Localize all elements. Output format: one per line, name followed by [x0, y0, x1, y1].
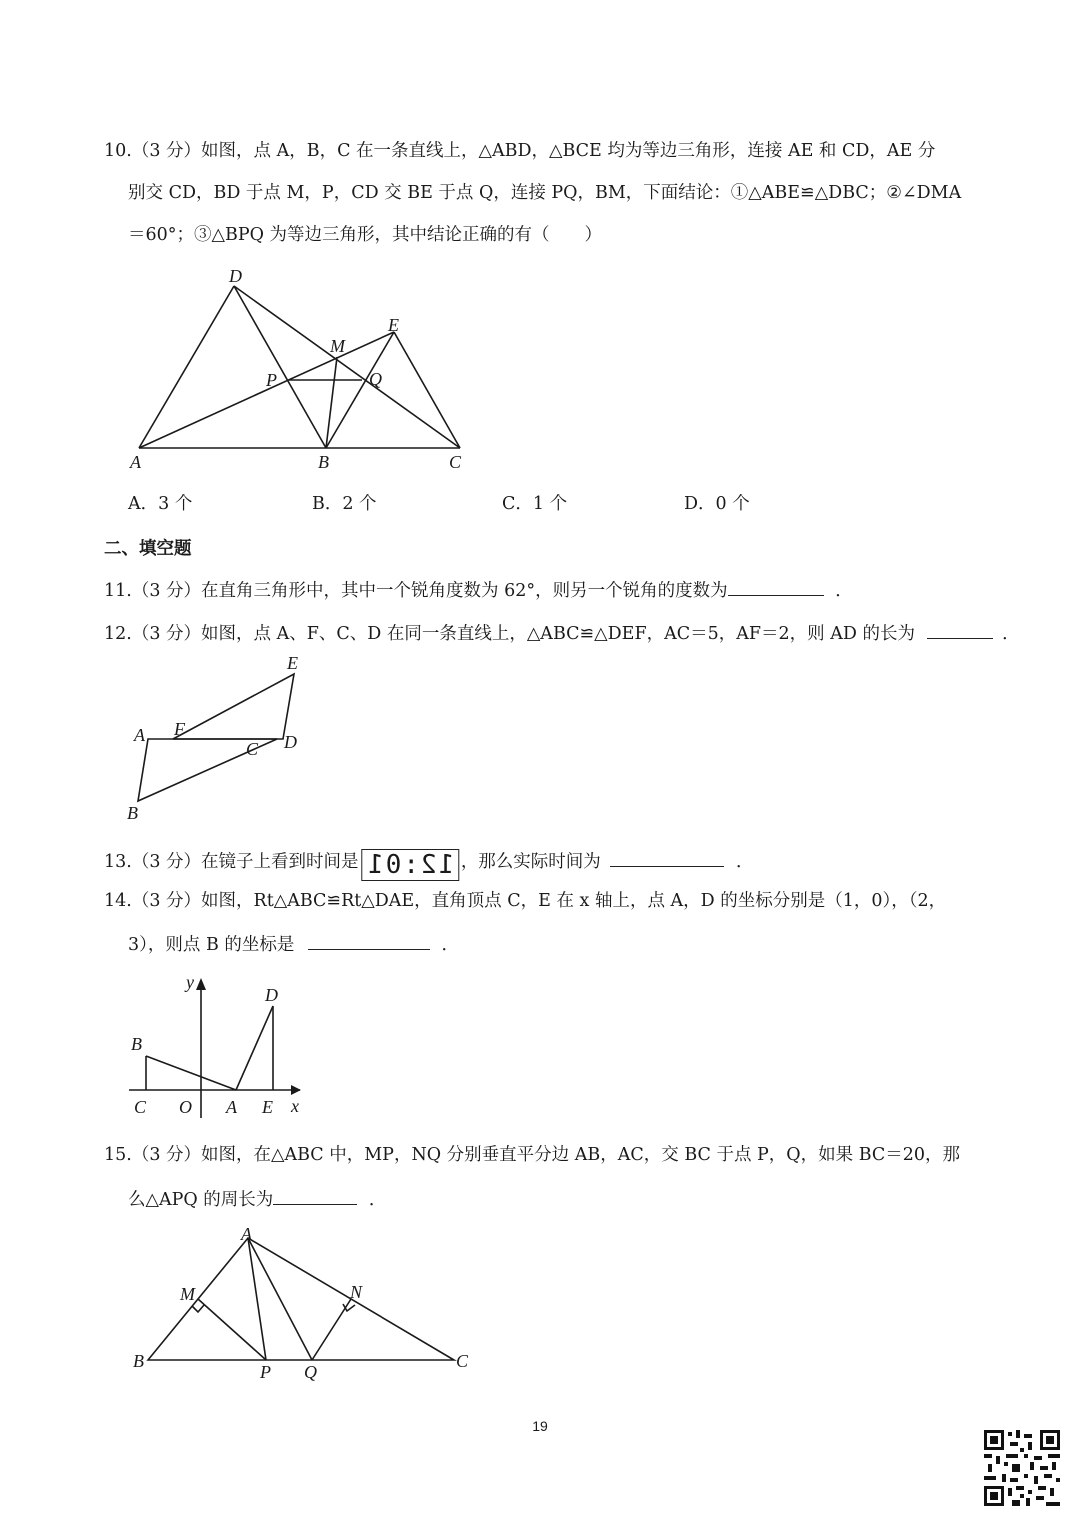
q15-end: ． — [368, 1190, 387, 1210]
q12-line — [104, 620, 1020, 646]
q12-label-E: E — [287, 653, 298, 673]
q15-label-P: P — [260, 1362, 271, 1382]
q14-label-B: B — [131, 1034, 142, 1054]
q13-line — [104, 848, 753, 881]
q10-line2: 别交 CD，BD 于点 M，P，CD 交 BE 于点 Q，连接 PQ，BM，下面结论：①△ABE≌△DBC；②∠DMA — [128, 183, 962, 203]
q10-label-C: C — [449, 452, 462, 472]
q15-figure — [125, 1218, 475, 1388]
q12-label-C: C — [246, 739, 259, 759]
q10-option-d: D．0 个 — [684, 494, 750, 514]
q11-answer-blank — [728, 577, 824, 596]
y-axis-arrow-icon — [196, 978, 206, 990]
q12-text: 12.（3 分）如图，点 A、F、C、D 在同一条直线上，△ABC≌△DEF，AC＝5，AF＝2，则 AD 的长为 — [104, 624, 915, 644]
q12-end: ． — [1002, 624, 1020, 644]
q14-label-O: O — [179, 1097, 192, 1117]
q14-line1: 14.（3 分）如图，Rt△ABC≌Rt△DAE，直角顶点 C，E 在 x 轴上，点 A，D 的坐标分别是（1，0），（2， — [104, 891, 947, 911]
x-axis-arrow-icon — [291, 1085, 301, 1095]
q14-label-D: D — [265, 985, 278, 1005]
q13-post: ，那么实际时间为 — [460, 852, 601, 872]
q10-option-b: B．2 个 — [312, 494, 377, 514]
q14-line2 — [128, 931, 459, 957]
q15-label-M: M — [180, 1284, 195, 1304]
q14-label-y: y — [186, 972, 194, 992]
q15-line2 — [128, 1186, 386, 1212]
q10-label-M: M — [330, 336, 345, 356]
q11-end: ． — [835, 581, 853, 601]
q12-figure — [125, 650, 315, 825]
q14-figure — [122, 968, 312, 1120]
q15-line1: 15.（3 分）如图，在△ABC 中，MP，NQ 分别垂直平分边 AB，AC，交 BC 于点 P，Q，如果 BC＝20，那 — [104, 1145, 961, 1165]
q10-label-B: B — [318, 452, 329, 472]
q10-option-a: A．3 个 — [128, 494, 193, 514]
qr-code-icon — [984, 1430, 1060, 1506]
page-number: 19 — [532, 1418, 548, 1434]
q10-line3: ＝60°；③△BPQ 为等边三角形，其中结论正确的有（ ） — [128, 225, 603, 245]
mirrored-clock: 12:01 — [361, 849, 459, 881]
q15-answer-blank — [273, 1186, 357, 1205]
q15-label-B: B — [133, 1351, 144, 1371]
section-heading: 二、填空题 — [104, 539, 192, 559]
q14-label-C: C — [134, 1097, 147, 1117]
q14-answer-blank — [308, 931, 430, 950]
q15-label-N: N — [350, 1282, 363, 1302]
q10-label-D: D — [229, 266, 242, 286]
q14-label-E: E — [262, 1097, 273, 1117]
q14-text: 3），则点 B 的坐标是 — [128, 935, 295, 955]
q14-label-x: x — [291, 1096, 299, 1116]
q12-label-F: F — [174, 719, 185, 739]
q12-label-A: A — [134, 725, 145, 745]
q10-figure — [120, 260, 480, 475]
q10-label-E: E — [388, 315, 399, 335]
q14-label-A: A — [226, 1097, 237, 1117]
q10-label-P: P — [266, 370, 277, 390]
q12-label-B: B — [127, 803, 138, 823]
q10-label-A: A — [130, 452, 141, 472]
q14-end: ． — [441, 935, 460, 955]
q10-line1: 10.（3 分）如图，点 A，B，C 在一条直线上，△ABD，△BCE 均为等边三角形，连接 AE 和 CD，AE 分 — [104, 141, 936, 161]
q13-end: ． — [735, 852, 754, 872]
q11-text: 11.（3 分）在直角三角形中，其中一个锐角度数为 62°，则另一个锐角的度数为 — [104, 581, 728, 601]
q15-label-A: A — [241, 1224, 252, 1244]
q13-pre: 13.（3 分）在镜子上看到时间是 — [104, 852, 359, 872]
q15-label-C: C — [456, 1351, 469, 1371]
q10-option-c: C．1 个 — [502, 494, 568, 514]
q13-answer-blank — [610, 848, 724, 867]
q11-line — [104, 577, 853, 603]
q10-label-Q: Q — [369, 369, 382, 389]
q15-text: 么△APQ 的周长为 — [128, 1190, 274, 1210]
q15-label-Q: Q — [304, 1362, 317, 1382]
q12-answer-blank — [927, 620, 993, 639]
q12-label-D: D — [284, 732, 297, 752]
